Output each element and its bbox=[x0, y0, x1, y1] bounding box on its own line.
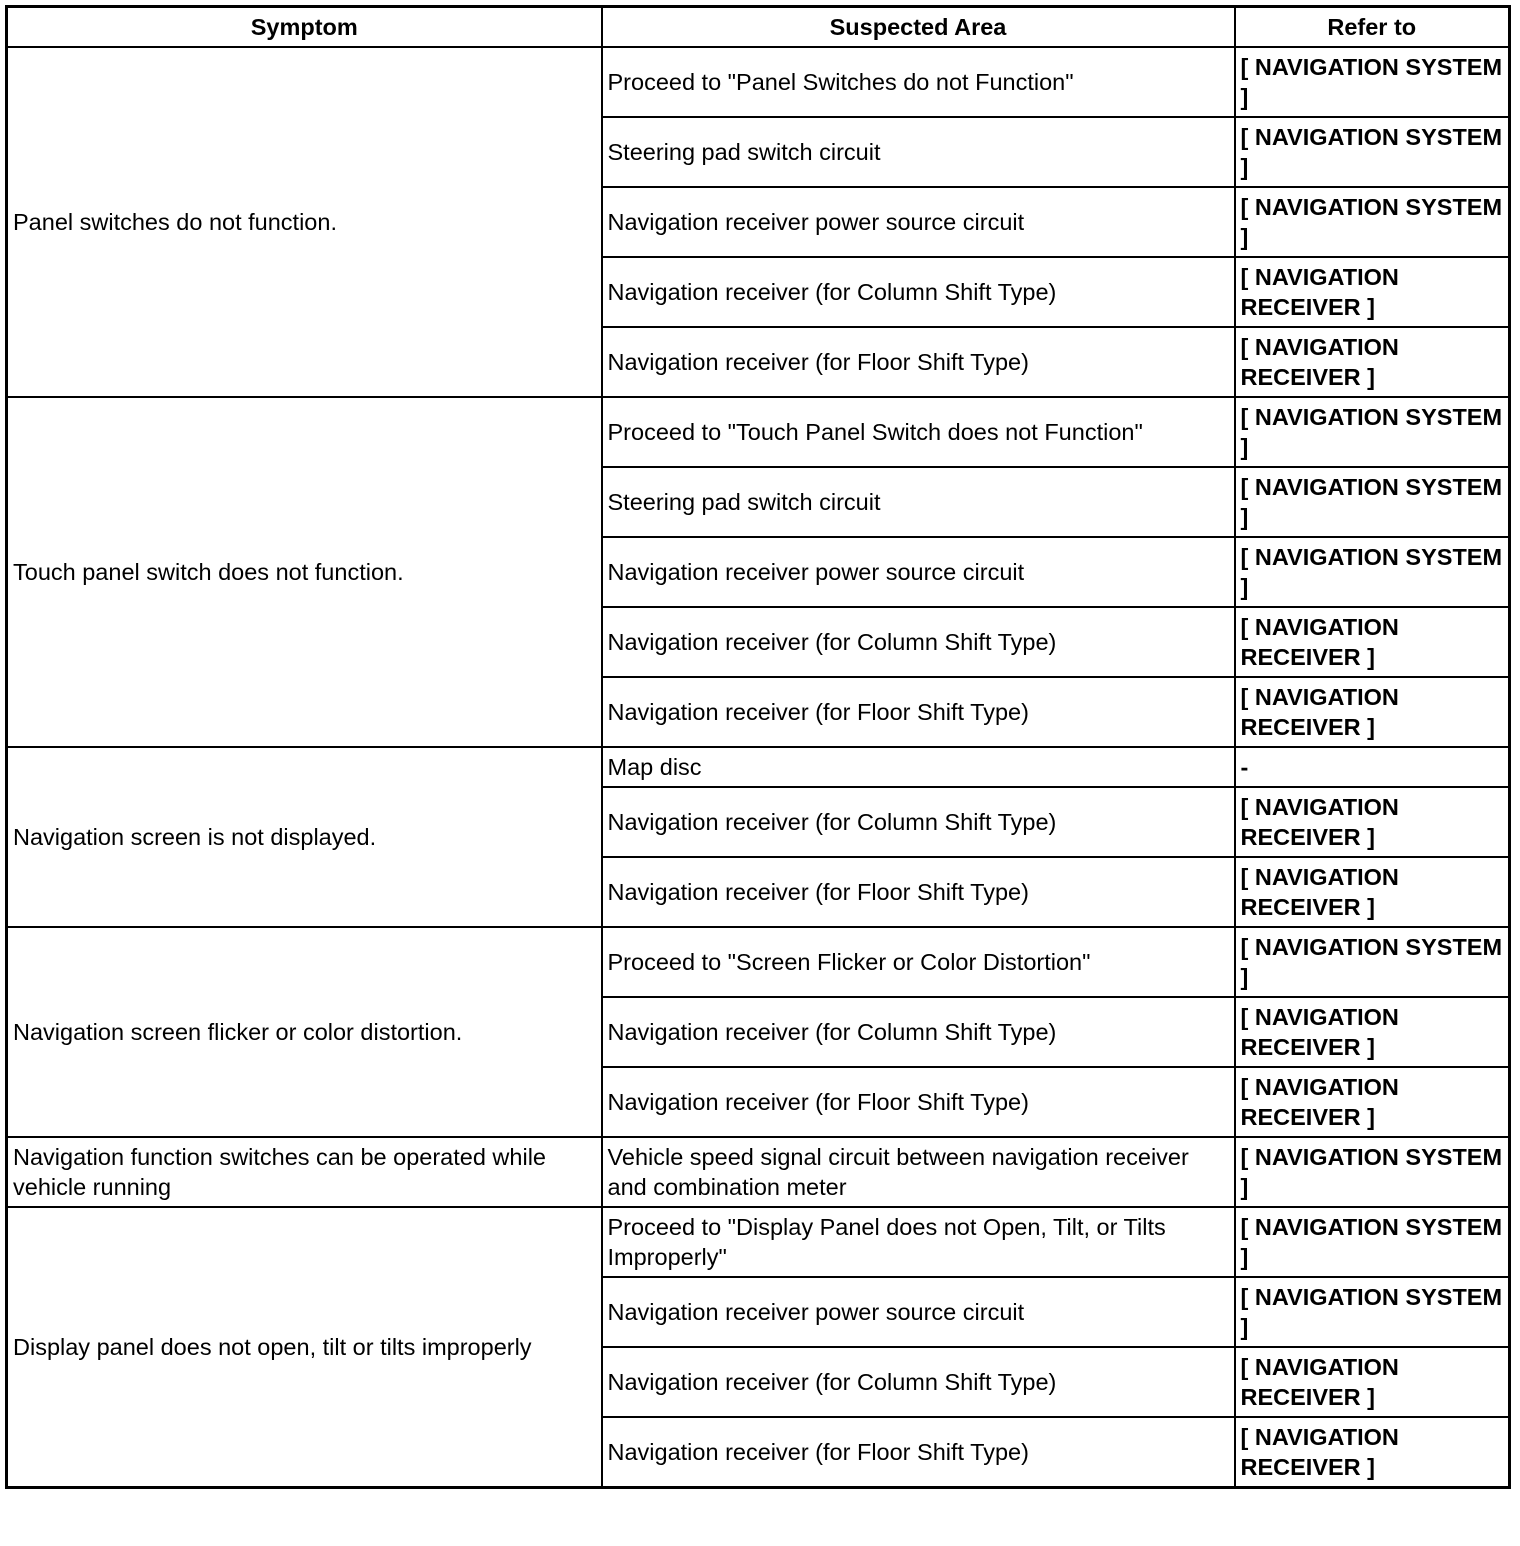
refer-to-cell: [ NAVIGATION RECEIVER ] bbox=[1235, 1347, 1510, 1417]
suspected-area-cell: Navigation receiver (for Column Shift Type) bbox=[602, 1347, 1235, 1417]
refer-to-cell: [ NAVIGATION SYSTEM ] bbox=[1235, 117, 1510, 187]
refer-to-cell: [ NAVIGATION RECEIVER ] bbox=[1235, 1417, 1510, 1488]
refer-to-column-header: Refer to bbox=[1235, 7, 1510, 48]
symptom-cell: Navigation function switches can be operated while vehicle running bbox=[7, 1137, 602, 1207]
refer-to-cell: [ NAVIGATION SYSTEM ] bbox=[1235, 1207, 1510, 1277]
symptom-cell: Display panel does not open, tilt or tilts improperly bbox=[7, 1207, 602, 1488]
refer-to-cell: [ NAVIGATION SYSTEM ] bbox=[1235, 397, 1510, 467]
troubleshooting-table-container bbox=[5, 5, 1508, 1489]
table-row bbox=[7, 397, 1510, 467]
refer-to-cell: [ NAVIGATION RECEIVER ] bbox=[1235, 607, 1510, 677]
suspected-area-cell: Vehicle speed signal circuit between navigation receiver and combination meter bbox=[602, 1137, 1235, 1207]
suspected-area-cell: Steering pad switch circuit bbox=[602, 467, 1235, 537]
table-row bbox=[7, 47, 1510, 117]
suspected-area-cell: Proceed to "Touch Panel Switch does not Function" bbox=[602, 397, 1235, 467]
refer-to-cell: [ NAVIGATION SYSTEM ] bbox=[1235, 537, 1510, 607]
table-body bbox=[7, 47, 1510, 1488]
refer-to-cell: [ NAVIGATION RECEIVER ] bbox=[1235, 997, 1510, 1067]
symptom-column-header: Symptom bbox=[7, 7, 602, 48]
suspected-area-cell: Navigation receiver (for Column Shift Type) bbox=[602, 997, 1235, 1067]
suspected-area-cell: Navigation receiver power source circuit bbox=[602, 1277, 1235, 1347]
refer-to-cell: - bbox=[1235, 747, 1510, 787]
suspected-area-cell: Navigation receiver (for Floor Shift Type) bbox=[602, 1067, 1235, 1137]
suspected-area-cell: Navigation receiver (for Column Shift Type) bbox=[602, 257, 1235, 327]
suspected-area-cell: Navigation receiver power source circuit bbox=[602, 537, 1235, 607]
refer-to-cell: [ NAVIGATION SYSTEM ] bbox=[1235, 47, 1510, 117]
refer-to-cell: [ NAVIGATION SYSTEM ] bbox=[1235, 927, 1510, 997]
suspected-area-cell: Steering pad switch circuit bbox=[602, 117, 1235, 187]
symptom-cell: Touch panel switch does not function. bbox=[7, 397, 602, 747]
suspected-area-cell: Navigation receiver (for Floor Shift Type) bbox=[602, 1417, 1235, 1488]
symptom-cell: Navigation screen is not displayed. bbox=[7, 747, 602, 927]
table-row bbox=[7, 747, 1510, 787]
suspected-area-cell: Map disc bbox=[602, 747, 1235, 787]
refer-to-cell: [ NAVIGATION RECEIVER ] bbox=[1235, 327, 1510, 397]
suspected-area-cell: Proceed to "Display Panel does not Open, Tilt, or Tilts Improperly" bbox=[602, 1207, 1235, 1277]
refer-to-cell: [ NAVIGATION SYSTEM ] bbox=[1235, 187, 1510, 257]
refer-to-cell: [ NAVIGATION SYSTEM ] bbox=[1235, 467, 1510, 537]
table-row bbox=[7, 927, 1510, 997]
refer-to-cell: [ NAVIGATION RECEIVER ] bbox=[1235, 257, 1510, 327]
header-row bbox=[7, 7, 1510, 48]
refer-to-cell: [ NAVIGATION SYSTEM ] bbox=[1235, 1137, 1510, 1207]
refer-to-cell: [ NAVIGATION RECEIVER ] bbox=[1235, 787, 1510, 857]
refer-to-cell: [ NAVIGATION RECEIVER ] bbox=[1235, 677, 1510, 747]
refer-to-cell: [ NAVIGATION RECEIVER ] bbox=[1235, 857, 1510, 927]
refer-to-cell: [ NAVIGATION SYSTEM ] bbox=[1235, 1277, 1510, 1347]
suspected-area-cell: Navigation receiver power source circuit bbox=[602, 187, 1235, 257]
suspected-area-column-header: Suspected Area bbox=[602, 7, 1235, 48]
symptom-cell: Panel switches do not function. bbox=[7, 47, 602, 397]
refer-to-cell: [ NAVIGATION RECEIVER ] bbox=[1235, 1067, 1510, 1137]
suspected-area-cell: Navigation receiver (for Floor Shift Type) bbox=[602, 327, 1235, 397]
table-row bbox=[7, 1207, 1510, 1277]
troubleshooting-table bbox=[5, 5, 1511, 1489]
suspected-area-cell: Navigation receiver (for Column Shift Type) bbox=[602, 607, 1235, 677]
table-row bbox=[7, 1137, 1510, 1207]
suspected-area-cell: Proceed to "Panel Switches do not Function" bbox=[602, 47, 1235, 117]
suspected-area-cell: Proceed to "Screen Flicker or Color Distortion" bbox=[602, 927, 1235, 997]
suspected-area-cell: Navigation receiver (for Floor Shift Type) bbox=[602, 677, 1235, 747]
symptom-cell: Navigation screen flicker or color distortion. bbox=[7, 927, 602, 1137]
suspected-area-cell: Navigation receiver (for Floor Shift Type) bbox=[602, 857, 1235, 927]
suspected-area-cell: Navigation receiver (for Column Shift Type) bbox=[602, 787, 1235, 857]
